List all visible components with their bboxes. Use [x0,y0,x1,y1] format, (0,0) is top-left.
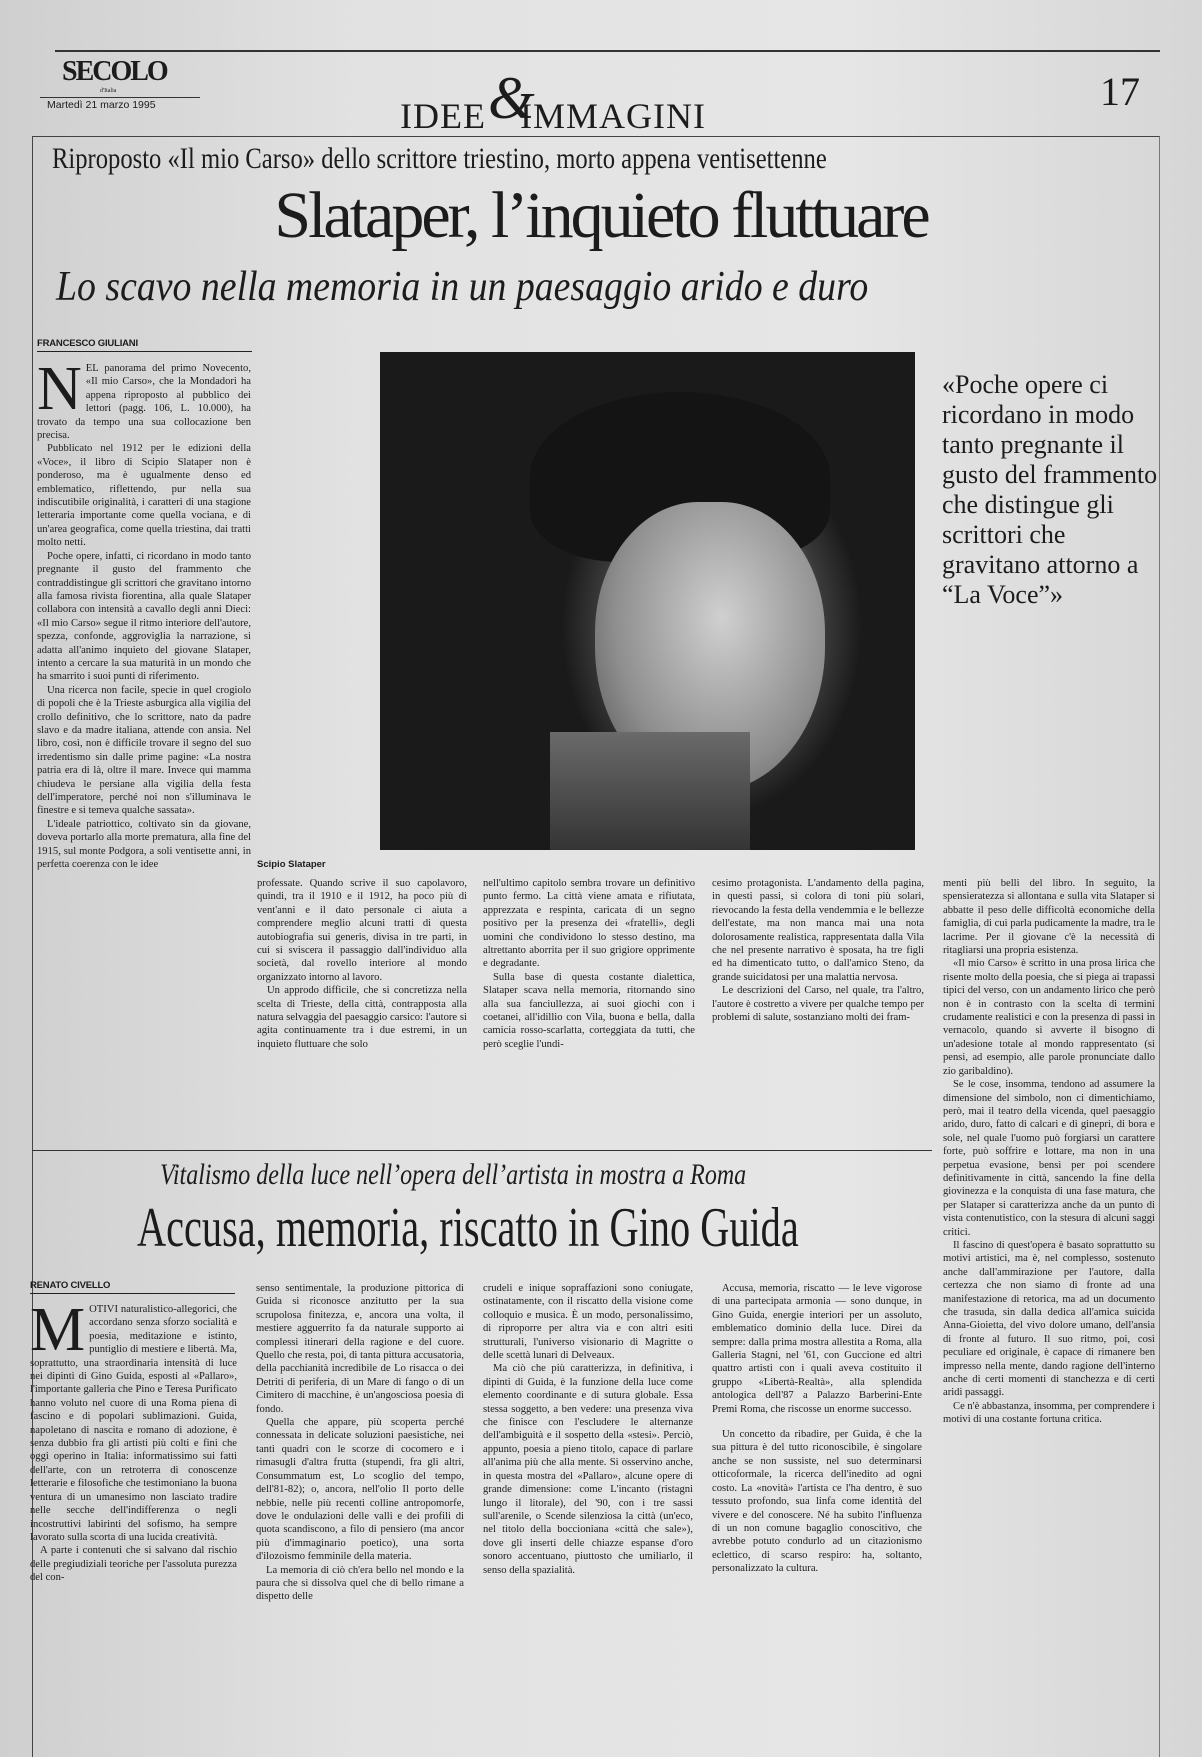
article1-column-3 [483,877,695,1051]
page-number: 17 [1100,69,1140,114]
paragraph: Pubblicato nel 1912 per le edizioni della «Voce», il libro di Scipio Slataper non è ponderoso, ma è ugualmente denso ed emblematico, riflettendo, pur nella sua indiscutibile originalità, i caratteri di una stagione letteraria importante come quella vociana, e di un'area geografica, come quella triestina, dai tratti molto netti. [37,443,251,549]
article2-column-4 [712,1282,922,1576]
paragraph: crudeli e inique sopraffazioni sono coniugate, ostinatamente, con il riscatto della visione come colloquio e musica. È un modo, personalissimo, di riproporre per altra via e con altri esiti strutturali, l'universo visionario di Magritte o delle scettà lunari di Delveaux. [483,1283,693,1362]
article2-column-3 [483,1282,693,1577]
date-rule [40,97,200,98]
portrait-neck [550,732,750,850]
paragraph: Sulla base di questa costante dialettica, Slataper scava nella memoria, ritornando sino alla sua fanciullezza, ai suoi giochi con i coetanei, all'idillio con Vila, buona e bella, dalla camicia rosso-scarlatta, corteggiata da tutti, che però sceglie l'undi- [483,971,695,1050]
paragraph: L'ideale patriottico, coltivato sin da giovane, doveva portarlo alla morte prematura, alla fine del 1915, sul monte Podgora, a soli ventisette anni, in perfetta coerenza con le idee [37,818,251,871]
article1-column-2 [257,877,467,1051]
article2-kicker: Vitalismo della luce nell’opera dell’artista in mostra a Roma [160,1158,747,1191]
portrait-photo [380,352,915,850]
paragraph: Un concetto da ribadire, per Guida, è che la sua pittura è del tutto riconoscibile, è singolare anche se non sussiste, nel suo determinarsi otticoformale, la ricerca dell'inedito ad ogni costo. La «novità» l'artista ce l'ha dentro, è suo tessuto profondo, sua linfa come identità del vivere e del conoscere. Né ha subìto l'influenza di un non comune bagaglio conoscitivo, che avrebbe potuto condurlo ad un citazionismo eclettico, di scarso respiro: ha, soltanto, personalizzato la cultura. [712,1429,922,1575]
paragraph: Le descrizioni del Carso, nel quale, tra l'altro, l'autore è costretto a vivere per qualche tempo per problemi di salute, sostanziano molti dei fram- [712,985,924,1024]
article2-author: RENATO CIVELLO [30,1280,235,1294]
paragraph: Se le cose, insomma, tendono ad assumere la dimensione del simbolo, non ci dimentichiamo, però, mai il teatro della vicenda, quel paesaggio arido, duro, fatto di calcari e di ginepri, di bora e sole, nel quale l'uomo può forgiarsi un carattere forte, può soffrire e lottare, ma non in una perpetua evasione, bensì per poi scendere definitivamente in città, sancendo la fine della giovinezza e la conquista di una fase matura, che per Slataper si caratterizza anche da un punto di vista contenutistico, con la stesura di alcuni saggi critici. [943,1079,1155,1238]
drop-cap: N [37,355,82,423]
paragraph: Accusa, memoria, riscatto — le leve vigorose di una partecipata armonia — sono dunque, in Gino Guida, energie interiori per un assoluto, emblematico dominio della luce. Direi da sempre: dalla prima mostra allestita a Roma, alla Galleria Stagni, nel '61, con Guccione ed altri quattro artisti con i quali aveva costituito il gruppo «Libertà-Realtà», alla splendida antologica dell'87 a Palazzo Barberini-Ente Premi Roma, che riscosse un enorme successo. [712,1283,922,1415]
article1-kicker: Riproposto «Il mio Carso» dello scrittore triestino, morto appena ventisettenne [52,142,827,175]
paragraph: Ce n'è abbastanza, insomma, per comprendere i motivi di una costante fortuna critica. [943,1400,1155,1426]
paragraph: «Il mio Carso» è scritto in una prosa lirica che risente molto della poesia, che si piega ai trapassi tipici del verso, con un andamento lirico che però non è in contrasto con la scelta di termini crudamente realistici e con la presenza di passi in vernacolo, quando si avverte il bisogno di un'adesione totale al mondo rappresentato (si pensi, ad esempio, alle parole pronunciate dallo zio garibaldino). [943,958,1155,1077]
paragraph: Quella che appare, più scoperta perché connessata in delicate soluzioni paesistiche, nei tanti quadri con le scorze di cocomero e i rimasugli d'altra frutta (stupendi, fra gli altri, Consummatum est, Lo scoglio del tempo, dell'81-82); o, ancora, nell'olio Il porto delle nebbie, nelle più recenti colline antropomorfe, dove le ondulazioni delle valli e dei profili di quota scandiscono, a filo di pensiero (ma ancor più d'immaginario poetico), una sorta d'ilozoismo femminile della materia. [256,1417,464,1563]
article1-column-1 [37,355,251,871]
paragraph: OTIVI naturalistico-allegorici, che accordano senza sforzo socialità e poesia, meditazione e istinto, puntiglio di mestiere e libertà. Ma, soprattutto, una straordinaria intensità di luce nei dipinti di Gino Guida, esposti al «Pallaro», l'importante galleria che Pino e Teresa Purificato hanno voluto nel cuore di una Roma piena di fascino e di popolari sublimazioni. Guida, napoletano di nascita e romano di adozione, è senza dubbio fra gli artisti più colti e fini che oggi operino in Italia: informatissimo sui fatti dell'arte, con un retroterra di conoscenze letterarie e filosofiche che testimoniano la buona ventura di un umanesimo non lasciato tradire nelle secche dell'indifferenza o negli incostruttivi labirinti del sofismo, ha sempre lavorato sulla scorta di una lucida creatività. [30,1304,237,1543]
paragraph: Poche opere, infatti, ci ricordano in modo tanto pregnante il gusto del frammento che contraddistingue gli scrittori che gravitano intorno alla famosa rivista fiorentina, alla quale Slataper collabora con intensità a cavallo degli anni Dieci: «Il mio Carso» segue il ritmo interiore dell'autore, spezza, confonde, aggroviglia la narrazione, si adatta all'animo inquieto del giovane Slataper, intento a cercare la sua maturità in un mondo che ha smarrito i suoi punti di riferimento. [37,550,251,683]
paragraph: Il fascino di quest'opera è basato soprattutto su motivi artistici, ma è, nel complesso, sostenuto anche dall'ammirazione per l'autore, dalla certezza che non siamo di fronte ad una manifestazione di retorica, ma ad un documento che trasuda, sin dalla dedica all'amica suicida Anna-Gioietta, del vivo dolore umano, dell'ansia di fronte al futuro. Il suo ritmo, poi, così peculiare ed originale, è capace di rimanere ben impresso nella mente, dando ragione dell'interno anche di certi momenti di stanchezza e di certi aridi passaggi. [943,1239,1155,1399]
paragraph: La memoria di ciò ch'era bello nel mondo e la paura che si dissolva quel che di bello rimane a dispetto delle [256,1564,464,1603]
paragraph: Una ricerca non facile, specie in quel crogiolo di popoli che è la Trieste asburgica alla vigilia del crollo definitivo, che lo scrittore, nato da padre slavo e da madre italiana, attende con ansia. Nel libro, così, non è difficile trovare il segno del suo irredentismo sin dalle prime pagine: «La nostra patria era di là, oltre il mare. Invece qui mamma chiudeva le persiane alla vigilia della festa dell'imperatore, perché noi non s'illuminava le finestre e si temeva qualche sassata». [37,684,251,817]
article1-column-5 [943,877,1155,1427]
article1-subheadline: Lo scavo nella memoria in un paesaggio arido e duro [56,264,869,310]
issue-date: Martedì 21 marzo 1995 [47,99,156,111]
paragraph: menti più belli del libro. In seguito, la spensieratezza si allontana e sulla vita Slataper si abbatte il peso delle difficoltà economiche della famiglia, di cui parla pudicamente la madre, tra le lacrime. Per il giovane c'è la necessità di ritagliarsi una propria esistenza. [943,878,1155,957]
section-title-left: IDEE [400,96,486,136]
article2-column-1 [30,1296,237,1585]
paragraph: A parte i contenuti che si salvano dal rischio delle pregiudiziali teoriche per l'assoluta purezza del con- [30,1545,237,1584]
section-title: IDEE & IMMAGINI [400,65,706,136]
paragraph: professate. Quando scrive il suo capolavoro, quindi, tra il 1910 e il 1912, ha poco più di vent'anni e il dato personale ci aiuta a comprendere meglio alcuni tratti di questa autobiografia sui generis, divisa in tre parti, in cui si sviscera il passaggio dall'individuo alla società, dal rovello interiore al mondo organizzato intorno al lavoro. [257,878,467,983]
drop-cap: M [30,1296,86,1364]
paper-logo-sub: d'Italia [100,88,117,94]
pull-quote: «Poche opere ci ricordano in modo tanto pregnante il gusto del frammento che distingue gli scrittori che gravitano attorno a “La Voce”» [942,370,1158,609]
article1-column-4 [712,877,924,1024]
article2-column-2 [256,1282,464,1604]
article2-headline: Accusa, memoria, riscatto in Gino Guida [137,1197,799,1259]
paragraph: nell'ultimo capitolo sembra trovare un definitivo punto fermo. La città viene amata e rifiutata, apprezzata e respinta, caricata di un segno positivo per la presenza dei «fratelli», degli uomini che condividono lo stesso destino, ma altrettanto aborrita per il suo grigiore opprimente e degradante. [483,878,695,970]
paragraph: senso sentimentale, la produzione pittorica di Guida si riconosce anzitutto per la sua scrupolosa finitezza, e, ancora una volta, il mestiere agguerrito fa da naturale supporto ai complessi itinerari della ragione e del cuore. Quello che resta, poi, di tanta pittura accusatoria, della pacchianità incredibile de Lo risacca o dei Detriti di periferia, di un Mare di fango o di un Cimitero di macchine, è un'angosciosa poesia di fondo. [256,1283,464,1415]
article-divider [32,1150,932,1151]
section-title-right: IMMAGINI [519,96,706,136]
article1-headline: Slataper, l’inquieto fluttuare [274,179,928,252]
photo-caption: Scipio Slataper [257,859,326,870]
paragraph: Un approdo difficile, che si concretizza nella scelta di Trieste, della città, contrapposta alla natura selvaggia del paesaggio carsico: l'autore si agita continuamente tra i due estremi, in un inquieto fluttuare che solo [257,985,467,1050]
paragraph: cesimo protagonista. L'andamento della pagina, in questi passi, si colora di toni più solari, rievocando la festa della vendemmia e le bellezze dell'estate, ma non manca mai una nota dolorosamente realistica, rappresentata dalla Vila che nel presente narrativo è sposata, ha tre figli ed ha dimenticato tutto, o dall'amico Steno, da grande suicidatosi per una malattia nervosa. [712,878,924,983]
article1-author: FRANCESCO GIULIANI [37,338,252,352]
paper-logo: SECOLO [62,56,167,87]
paragraph: Ma ciò che più caratterizza, in definitiva, i dipinti di Guida, è la funzione della luce come elemento coordinante e di sutura globale. Essa stessa soggetto, a ben vedere: una presenza viva che finisce con l'escludere le alternanze dell'ambiguità e il sospetto della «stesi». Perciò, appunto, poesia a pieno titolo, capace di parlare all'anima più che alla mente. Si osservino anche, in questa mostra del «Pallaro», alcune opere di grande dimensione: come L'incanto (ristagni lungo il litorale), del '90, con i tre sassi sull'arenile, o Scende silenziosa la città (un'eco, nel titolo della boccioniana «città che sale»), dove gli inserti delle chiazze espanse d'oro sonoro accentuano, piuttosto che umiliarlo, il senso della spazialità. [483,1363,693,1576]
top-rule [55,50,1160,52]
paragraph: EL panorama del primo Novecento, «Il mio Carso», che la Mondadori ha appena riproposto al pubblico dei lettori (pagg. 106, L. 10.000), ha trovato da tempo una sua collocazione ben precisa. [37,363,251,442]
